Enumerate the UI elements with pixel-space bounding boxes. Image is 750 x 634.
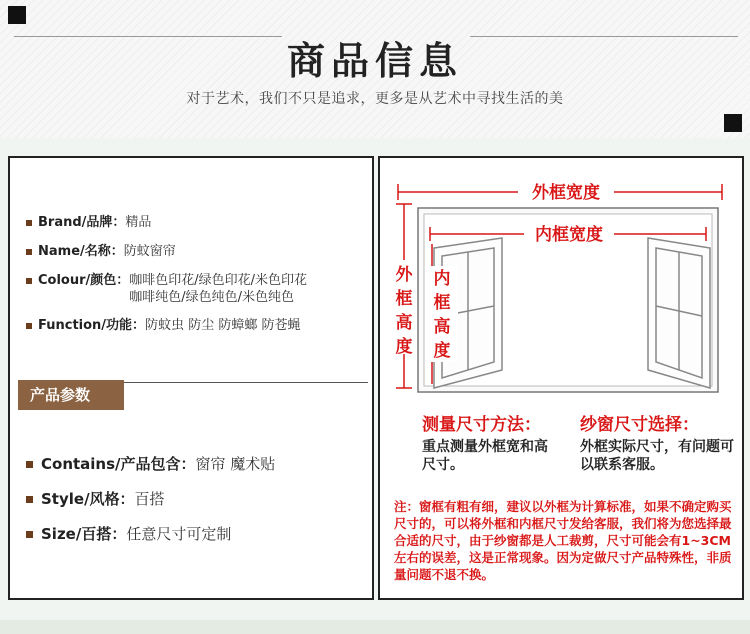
square-bullet-icon: [26, 220, 32, 226]
square-bullet-icon: [26, 323, 32, 329]
param-row-contains: [26, 454, 366, 474]
square-bullet-icon: [26, 461, 33, 468]
params-heading: 产品参数: [18, 380, 124, 410]
size-choice-text: 外框实际尺寸，有问题可以联系客服。: [580, 439, 734, 473]
colour-line: 咖啡色印花/绿色印花/米色印花: [129, 273, 308, 288]
colour-line: 咖啡纯色/绿色纯色/米色纯色: [129, 290, 295, 305]
info-row-name: [26, 243, 366, 261]
info-label: Colour/颜色：: [38, 273, 130, 288]
info-row-colour: [26, 272, 366, 306]
corner-square-decoration: [8, 6, 26, 24]
bottom-strip: [0, 620, 750, 634]
inner-height-char: 内: [433, 269, 451, 289]
info-value: [129, 272, 307, 306]
square-bullet-icon: [26, 278, 32, 284]
outer-width-label: 外框宽度: [532, 183, 600, 203]
square-bullet-icon: [26, 496, 33, 503]
info-row-brand: [26, 214, 366, 232]
divider: [124, 382, 368, 383]
measure-method-text: 重点测量外框宽和高尺寸。: [422, 439, 548, 473]
param-value: 任意尺寸可定制: [126, 525, 232, 543]
param-row-size: [26, 524, 366, 544]
outer-height-char: 框: [395, 289, 413, 309]
param-label: Size/百搭：: [41, 525, 127, 543]
window-measure-diagram: [380, 158, 742, 408]
info-label: Brand/品牌：: [38, 215, 126, 230]
square-bullet-icon: [26, 249, 32, 255]
inner-height-char: 框: [433, 293, 451, 313]
outer-height-char: 外: [395, 265, 413, 285]
info-row-function: [26, 317, 366, 335]
measure-method-title: 测量尺寸方法：: [422, 415, 541, 435]
param-label: Contains/产品包含：: [41, 455, 196, 473]
info-value: 防蚊虫 防尘 防蟑螂 防苍蝇: [145, 318, 301, 333]
page-subtitle: 对于艺术，我们不只是追求，更多是从艺术中寻找生活的美: [186, 91, 564, 107]
inner-width-label: 内框宽度: [535, 225, 603, 245]
info-value: 精品: [125, 215, 152, 230]
info-label: Function/功能：: [38, 318, 146, 333]
inner-height-char: 高: [433, 317, 451, 337]
product-info-list: [26, 214, 366, 346]
inner-height-char: 度: [433, 341, 451, 361]
info-label: Name/名称：: [38, 244, 124, 259]
param-label: Style/风格：: [41, 490, 135, 508]
size-choice-title: 纱窗尺寸选择：: [580, 415, 699, 435]
product-info-panel: [8, 156, 374, 600]
corner-square-decoration: [724, 114, 742, 132]
info-value: 防蚊窗帘: [123, 244, 176, 259]
measurement-panel: [378, 156, 744, 600]
outer-height-char: 高: [395, 313, 413, 333]
outer-height-char: 度: [395, 337, 413, 357]
page-title: 商品信息: [286, 39, 463, 83]
note-text: 注：窗框有粗有细，建议以外框为计算标准，如果不确定购买尺寸的，可以将外框和内框尺寸发给客服，我们将为您选择最合适的尺寸，由于纱窗都是人工裁剪，尺寸可能会有1~3CM左右的误差，这是正常现象。因为定做尺寸产品特殊性，非质量问题不退不换。: [394, 499, 732, 582]
param-value: 百搭: [134, 490, 165, 508]
page-header: [0, 0, 750, 138]
params-list: [26, 454, 366, 559]
param-row-style: [26, 489, 366, 509]
param-value: 窗帘 魔术贴: [195, 455, 276, 473]
square-bullet-icon: [26, 531, 33, 538]
right-casement: [648, 238, 710, 388]
